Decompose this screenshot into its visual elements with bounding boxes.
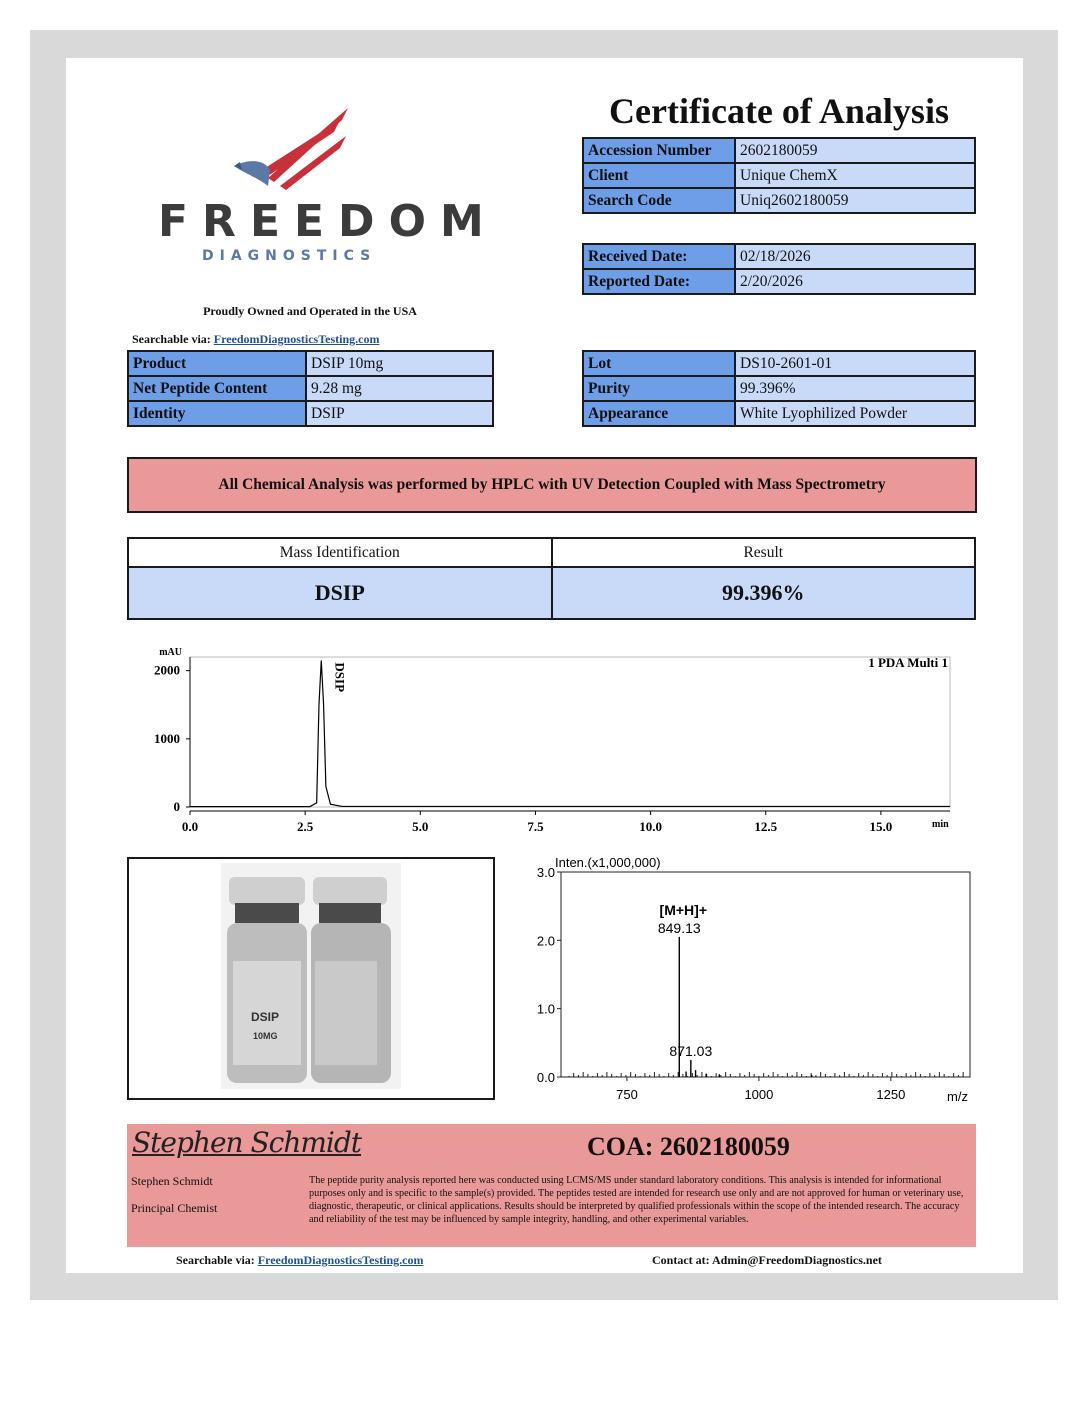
chromatogram-trace [190, 660, 950, 806]
signature: Stephen Schmidt [132, 1126, 362, 1159]
table-row [128, 567, 975, 619]
table-row [583, 269, 975, 294]
accession-table [582, 137, 976, 214]
x-tick-label: 750 [616, 1087, 638, 1102]
client-label: Client [583, 163, 735, 188]
x-tick-label: 12.5 [754, 819, 778, 834]
product-table [127, 350, 494, 427]
reported-date-value: 2/20/2026 [735, 269, 975, 294]
identity-value: DSIP [306, 401, 493, 426]
table-row [128, 401, 493, 426]
lot-label: Lot [583, 351, 735, 376]
reported-date-label: Reported Date: [583, 269, 735, 294]
accession-label: Accession Number [583, 138, 735, 163]
legend-label: 1 PDA Multi 1 [868, 655, 948, 670]
table-row [583, 163, 975, 188]
footer-searchable-label: Searchable via: [176, 1253, 255, 1267]
y-tick-label: 0 [173, 799, 180, 814]
search-code-value: Uniq2602180059 [735, 188, 975, 213]
mass-id-value: DSIP [128, 567, 552, 619]
search-code-label: Search Code [583, 188, 735, 213]
result-value: 99.396% [552, 567, 976, 619]
product-label: Product [128, 351, 306, 376]
coa-number: COA: 2602180059 [587, 1132, 790, 1161]
vial-label: DSIP [251, 1010, 280, 1024]
y-tick-label: 2.0 [536, 933, 555, 949]
x-tick-label: 10.0 [639, 819, 662, 834]
table-row [128, 351, 493, 376]
ion-annotation: [M+H]+ [659, 901, 708, 918]
purity-label: Purity [583, 376, 735, 401]
accession-value: 2602180059 [735, 138, 975, 163]
owned-tagline: Proudly Owned and Operated in the USA [203, 304, 417, 318]
x-tick-label: 1250 [876, 1087, 906, 1102]
x-tick-label: 1000 [744, 1087, 774, 1102]
mass-spectrum [515, 850, 980, 1105]
peak-label: 871.03 [669, 1042, 713, 1059]
received-date-label: Received Date: [583, 244, 735, 269]
searchable-label: Searchable via: [132, 332, 211, 346]
brand-subtitle: DIAGNOSTICS [202, 248, 377, 264]
purity-value: 99.396% [735, 376, 975, 401]
identity-label: Identity [128, 401, 306, 426]
searchable-link[interactable]: FreedomDiagnosticsTesting.com [213, 332, 380, 346]
signature-section [127, 1124, 976, 1247]
x-tick-label: 2.5 [297, 819, 314, 834]
received-date-value: 02/18/2026 [735, 244, 975, 269]
lot-table [582, 350, 976, 427]
appearance-label: Appearance [583, 401, 735, 426]
client-value: Unique ChemX [735, 163, 975, 188]
x-tick-label: 15.0 [869, 819, 893, 834]
peak-label: DSIP [332, 662, 348, 693]
table-row [583, 244, 975, 269]
net-peptide-label: Net Peptide Content [128, 376, 306, 401]
mass-identification-table [127, 537, 976, 620]
x-tick-label: 5.0 [412, 819, 429, 834]
footer-searchable [176, 1253, 423, 1268]
appearance-value: White Lyophilized Powder [735, 401, 975, 426]
table-row [583, 401, 975, 426]
footer-contact[interactable]: Contact at: Admin@FreedomDiagnostics.net [652, 1253, 882, 1267]
y-axis-label: mAU [159, 647, 182, 658]
table-row [128, 376, 493, 401]
hplc-chromatogram [130, 645, 960, 835]
signer-name: Stephen Schmidt [131, 1174, 213, 1188]
table-row [583, 138, 975, 163]
x-tick-label: 0.0 [181, 819, 199, 834]
disclaimer-text: The peptide purity analysis reported here was conducted using LCMS/MS under standard laboratory conditions. This analysis is intended for informational purposes only and is specific to the sample(s) provided. The peptides tested are intended for research use only and are not approved for human or veterinary use, diagnostic, therapeutic, or clinical applications. Results should be interpreted by qualified professionals within the scope of the intended research. The accuracy and reliability of the test may be influenced by sample integrity, handling, and other experimental variables. [309, 1175, 964, 1225]
vial-dose: 10MG [253, 1031, 278, 1041]
table-row [583, 351, 975, 376]
x-tick-label: 7.5 [527, 819, 544, 834]
lot-value: DS10-2601-01 [735, 351, 975, 376]
product-value: DSIP 10mg [306, 351, 493, 376]
mass-id-header: Mass Identification [128, 538, 552, 567]
y-tick-label: 0.0 [536, 1070, 555, 1085]
plot-frame [190, 657, 950, 807]
footer-searchable-link[interactable]: FreedomDiagnosticsTesting.com [257, 1253, 424, 1267]
plot-frame [561, 872, 970, 1077]
eagle-flag-icon [150, 100, 440, 200]
freedom-diagnostics-logo [150, 100, 498, 280]
dates-table [582, 243, 976, 295]
searchable-line [132, 332, 379, 347]
y-tick-label: 1.0 [536, 1001, 555, 1017]
signer-role: Principal Chemist [131, 1201, 218, 1215]
peak-label: 849.13 [657, 919, 701, 936]
y-axis-label: Inten.(x1,000,000) [555, 855, 661, 870]
result-header: Result [552, 538, 976, 567]
table-row [128, 538, 975, 567]
y-tick-label: 3.0 [536, 865, 555, 880]
brand-name: FREEDOM [158, 196, 498, 247]
x-axis-label: m/z [947, 1089, 968, 1104]
y-tick-label: 1000 [154, 730, 180, 746]
table-row [583, 188, 975, 213]
table-row [583, 376, 975, 401]
net-peptide-value: 9.28 mg [306, 376, 493, 401]
analysis-method-banner: All Chemical Analysis was performed by HPLC with UV Detection Coupled with Mass Spectrometry [127, 457, 977, 513]
x-axis-label: min [932, 819, 949, 830]
y-tick-label: 2000 [154, 662, 180, 678]
vial-photo-frame [127, 857, 495, 1100]
vial-photo [129, 859, 493, 1098]
page-title: Certificate of Analysis [609, 91, 949, 131]
